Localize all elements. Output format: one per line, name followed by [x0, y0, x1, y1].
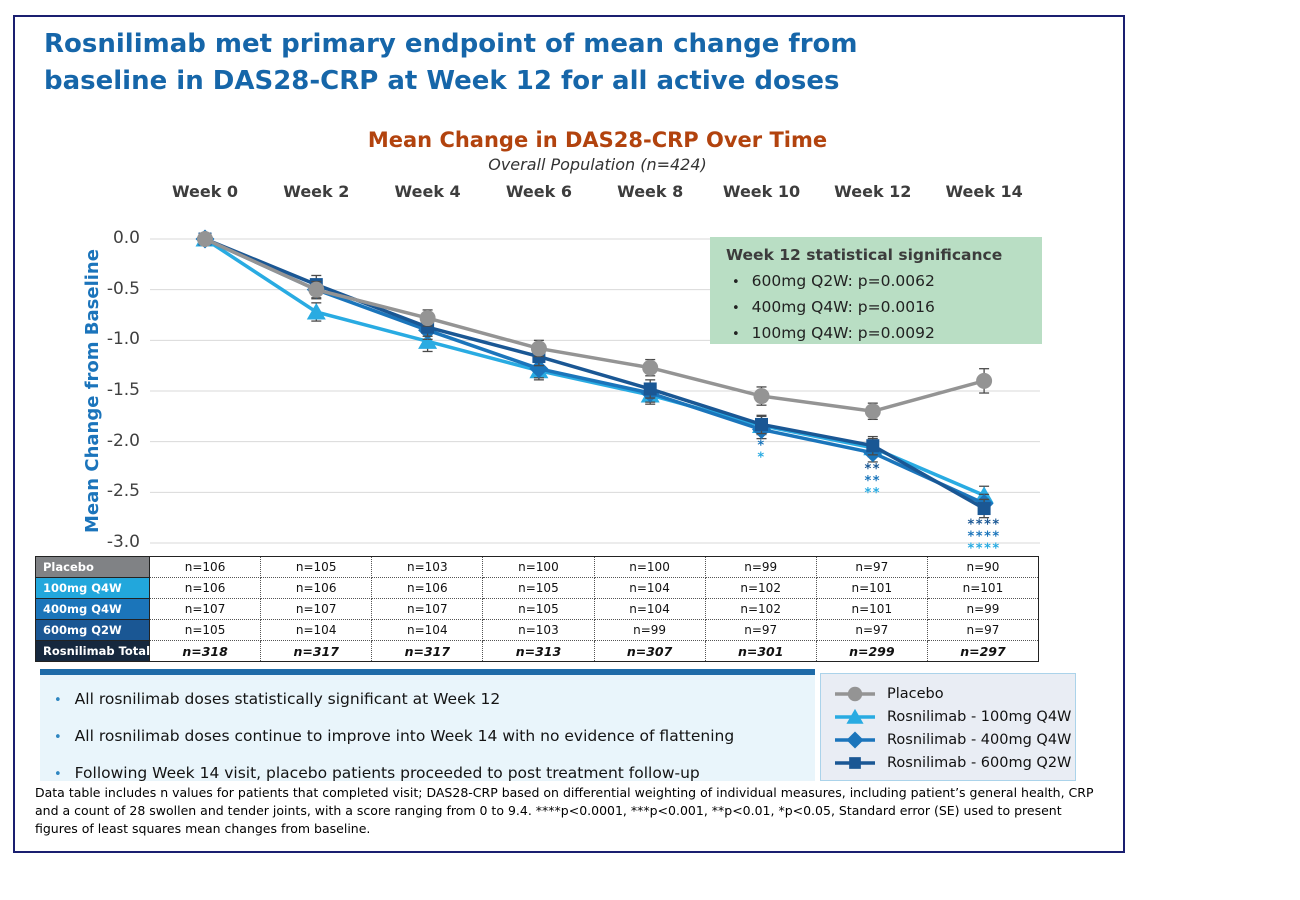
table-cell: n=107 [150, 599, 261, 620]
table-row [36, 578, 1039, 599]
takeaway-item [54, 688, 815, 712]
stat-item [726, 321, 1034, 347]
table-cell: n=307 [594, 641, 705, 662]
significance-asterisks: ** [864, 485, 882, 501]
table-cell: n=106 [372, 578, 483, 599]
table-cell: n=105 [483, 599, 594, 620]
significance-callout-title: Week 12 statistical significance [726, 246, 1003, 264]
table-cell: n=100 [483, 557, 594, 578]
table-row [36, 620, 1039, 641]
table-cell: n=99 [594, 620, 705, 641]
bullet-icon: • [732, 301, 740, 316]
significance-asterisks: * [757, 438, 766, 454]
table-cell: n=97 [816, 557, 927, 578]
table-cell: n=104 [594, 578, 705, 599]
stat-item-text: 600mg Q2W: p=0.0062 [751, 272, 935, 290]
x-axis-label: Week 6 [505, 182, 572, 201]
table-cell: n=101 [927, 578, 1038, 599]
legend-label: Placebo [887, 685, 944, 702]
y-axis-tick: 0.0 [112, 228, 140, 248]
takeaway-item-text: All rosnilimab doses statistically significant at Week 12 [74, 690, 501, 708]
bullet-icon: • [54, 730, 62, 745]
stat-item-text: 100mg Q4W: p=0.0092 [751, 324, 935, 342]
table-cell: n=317 [261, 641, 372, 662]
significance-asterisks: ** [864, 473, 882, 489]
table-cell: n=101 [816, 578, 927, 599]
table-cell: n=101 [816, 599, 927, 620]
significance-asterisks: * [757, 450, 766, 466]
table-cell: n=99 [927, 599, 1038, 620]
table-cell: n=107 [261, 599, 372, 620]
table-cell: n=97 [705, 620, 816, 641]
table-cell: n=313 [483, 641, 594, 662]
significance-callout [710, 237, 1042, 344]
chart-title: Mean Change in DAS28-CRP Over Time [367, 128, 828, 152]
y-axis-tick: -1.0 [106, 329, 140, 350]
significance-asterisks: **** [967, 529, 1001, 545]
y-axis-ticks [85, 220, 140, 555]
table-cell: n=106 [261, 578, 372, 599]
y-axis-tick: -3.0 [106, 531, 140, 552]
page-title [44, 26, 1074, 100]
table-row-header: 400mg Q4W [36, 599, 150, 620]
table-cell: n=100 [594, 557, 705, 578]
legend-label: Rosnilimab - 600mg Q2W [887, 754, 1072, 771]
table-cell: n=99 [705, 557, 816, 578]
table-cell: n=102 [705, 578, 816, 599]
bullet-icon: • [54, 767, 62, 782]
circle-marker-icon [833, 685, 877, 703]
table-cell: n=102 [705, 599, 816, 620]
y-axis-tick: -2.5 [106, 481, 140, 502]
legend-entry [833, 705, 1075, 728]
table-row-header: Rosnilimab Total [36, 641, 150, 662]
key-takeaways-list [40, 675, 815, 786]
table-cell: n=317 [372, 641, 483, 662]
table-cell: n=106 [150, 557, 261, 578]
table-cell: n=299 [816, 641, 927, 662]
table-cell: n=107 [372, 599, 483, 620]
takeaway-item [54, 762, 815, 786]
x-axis-label: Week 14 [945, 182, 1023, 201]
significance-asterisks: ** [864, 461, 882, 477]
x-axis-label: Week 10 [722, 182, 801, 201]
x-axis-label: Week 4 [394, 182, 461, 201]
x-axis-label: Week 0 [171, 182, 239, 201]
takeaway-item-text: Following Week 14 visit, placebo patients proceeded to post treatment follow-up [74, 764, 700, 782]
table-cell: n=97 [816, 620, 927, 641]
triangle-marker-icon [833, 708, 877, 726]
x-axis-label: Week 2 [283, 182, 350, 201]
table-row-header: 600mg Q2W [36, 620, 150, 641]
y-axis-title: Mean Change from Baseline [82, 249, 103, 533]
stat-item [726, 295, 1034, 321]
page-title-line1: Rosnilimab met primary endpoint of mean change from [44, 29, 858, 59]
bullet-icon: • [732, 327, 740, 342]
significance-callout-list [726, 269, 1034, 347]
table-row-header: Placebo [36, 557, 150, 578]
takeaway-item-text: All rosnilimab doses continue to improve into Week 14 with no evidence of flattening [74, 727, 735, 745]
table-cell: n=301 [705, 641, 816, 662]
x-axis-labels [150, 182, 1045, 204]
significance-asterisks: **** [967, 517, 1001, 533]
chart-subtitle: Overall Population (n=424) [488, 155, 707, 174]
table-cell: n=318 [150, 641, 261, 662]
stat-item [726, 269, 1034, 295]
legend-entry [833, 728, 1075, 751]
bullet-icon: • [732, 275, 740, 290]
table-cell: n=90 [927, 557, 1038, 578]
square-marker-icon [833, 754, 877, 772]
footnote: Data table includes n values for patients that completed visit; DAS28-CRP based on differential weighting of individual measures, including patient’s general health, CRP and a count of 28 swollen and tender joints, with a score ranging from 0 to 9.4. ****p<0.0001, ***p<0.001, **p<0.01, *p<0.05, Standard error (SE) used to present figures of least squares mean changes from baseline. [35, 785, 1094, 836]
table-cell: n=297 [927, 641, 1038, 662]
diamond-marker-icon [833, 731, 877, 749]
y-axis-tick: -1.5 [106, 379, 140, 400]
table-cell: n=105 [261, 557, 372, 578]
significance-asterisks: **** [967, 541, 1001, 557]
legend-entry [833, 682, 1075, 705]
table-cell: n=97 [927, 620, 1038, 641]
table-row [36, 599, 1039, 620]
table-cell: n=104 [261, 620, 372, 641]
table-cell: n=103 [372, 557, 483, 578]
y-axis-tick: -0.5 [106, 278, 140, 299]
table-cell: n=104 [594, 599, 705, 620]
x-axis-label: Week 12 [834, 182, 912, 201]
table-cell: n=105 [483, 578, 594, 599]
table-cell: n=103 [483, 620, 594, 641]
table-cell: n=104 [372, 620, 483, 641]
chart-legend-entries [833, 682, 1075, 774]
stat-item-text: 400mg Q4W: p=0.0016 [751, 298, 935, 316]
legend-label: Rosnilimab - 100mg Q4W [887, 708, 1072, 725]
table-cell: n=106 [150, 578, 261, 599]
x-axis-label: Week 8 [617, 182, 684, 201]
y-axis-tick: -2.0 [106, 430, 140, 451]
page-title-line2: baseline in DAS28-CRP at Week 12 for all active doses [44, 66, 840, 96]
table-row-header: 100mg Q4W [36, 578, 150, 599]
legend-label: Rosnilimab - 400mg Q4W [887, 731, 1072, 748]
takeaway-item [54, 725, 815, 749]
n-values-table [35, 556, 1039, 662]
legend-entry [833, 751, 1075, 774]
table-cell: n=105 [150, 620, 261, 641]
bullet-icon: • [54, 693, 62, 708]
table-row [36, 641, 1039, 662]
key-takeaways-panel [40, 669, 815, 781]
table-row [36, 557, 1039, 578]
chart-legend [820, 673, 1076, 781]
